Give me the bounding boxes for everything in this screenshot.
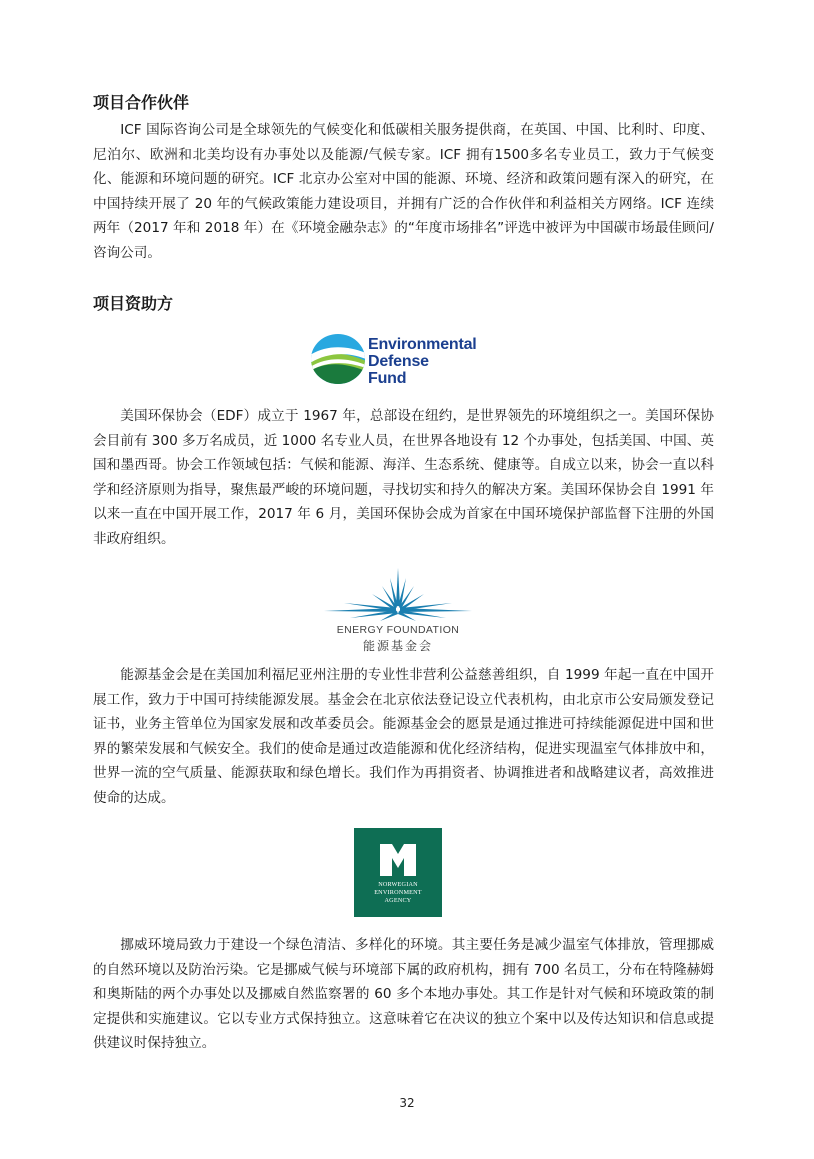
edf-logo	[310, 333, 366, 385]
starburst-icon	[320, 566, 476, 622]
edf-line-3: Fund	[368, 370, 407, 387]
nea-line-2: ENVIRONMENT	[374, 889, 422, 896]
nea-wordmark	[354, 881, 442, 905]
partner-heading: 项目合作伙伴	[93, 93, 190, 112]
edf-paragraph: 美国环保协会（EDF）成立于 1967 年，总部设在纽约，是世界领先的环境组织之一。美国环保协会目前有 300 多万名成员，近 1000 名专业人员，在世界各地设有 12 个办事处，包括美国、中国、英国和墨西哥。协会工作领域包括：气候和能源、海洋、生态系统、健康等。自成立以来，协会一直以科学和经济原则为指导，聚焦最严峻的环境问题，寻找切实和持久的解决方案。美国环保协会自 1991 年以来一直在中国开展工作，2017 年 6 月，美国环保协会成为首家在中国环境保护部监督下注册的外国非政府组织。	[93, 408, 714, 547]
ef-name-en: ENERGY FOUNDATION	[336, 624, 460, 636]
partner-paragraph: ICF 国际咨询公司是全球领先的气候变化和低碳相关服务提供商，在英国、中国、比利时、印度、尼泊尔、欧洲和北美均设有办事处以及能源/气候专家。ICF 拥有1500多名专业员工，致力于气候变化、能源和环境问题的研究。ICF 北京办公室对中国的能源、环境、经济和政策问题有深入的研究，在中国持续开展了 20 年的气候政策能力建设项目，并拥有广泛的合作伙伴和利益相关方网络。ICF 连续两年（2017 年和 2018 年）在《环境金融杂志》的“年度市场排名”评选中被评为中国碳市场最佳顾问/咨询公司。	[93, 122, 714, 261]
edf-wordmark	[368, 336, 477, 387]
nea-line-1: NORWEGIAN	[378, 881, 418, 888]
edf-swoosh-icon	[310, 333, 366, 385]
page-number: 32	[399, 1096, 415, 1110]
nea-emblem-icon	[378, 842, 418, 876]
nea-logo	[354, 828, 442, 917]
funder-heading: 项目资助方	[93, 294, 174, 313]
energy-foundation-paragraph: 能源基金会是在美国加利福尼亚州注册的专业性非营利公益慈善组织，自 1999 年起一直在中国开展工作，致力于中国可持续能源发展。基金会在北京依法登记设立代表机构，由北京市公安局颁发登记证书，业务主管单位为国家发展和改革委员会。能源基金会的愿景是通过推进可持续能源促进中国和世界的繁荣发展和气候安全。我们的使命是通过改造能源和优化经济结构，促进实现温室气体排放中和，世界一流的空气质量、能源获取和绿色增长。我们作为再捐资者、协调推进者和战略建议者，高效推进使命的达成。	[93, 667, 714, 806]
edf-line-1: Environmental	[368, 336, 477, 353]
nea-paragraph: 挪威环境局致力于建设一个绿色清洁、多样化的环境。其主要任务是减少温室气体排放，管理挪威的自然环境以及防治污染。它是挪威气候与环境部下属的政府机构，拥有 700 名员工，分布在特隆赫姆和奥斯陆的两个办事处以及挪威自然监察署的 60 多个本地办事处。其工作是针对气候和环境政策的制定提供和实施建议。它以专业方式保持独立。这意味着它在决议的独立个案中以及传达知识和信息或提供建议时保持独立。	[93, 937, 714, 1052]
edf-line-2: Defense	[368, 353, 429, 370]
energy-foundation-logo	[320, 566, 476, 622]
nea-line-3: AGENCY	[384, 897, 412, 904]
ef-name-cn: 能源基金会	[362, 639, 433, 653]
